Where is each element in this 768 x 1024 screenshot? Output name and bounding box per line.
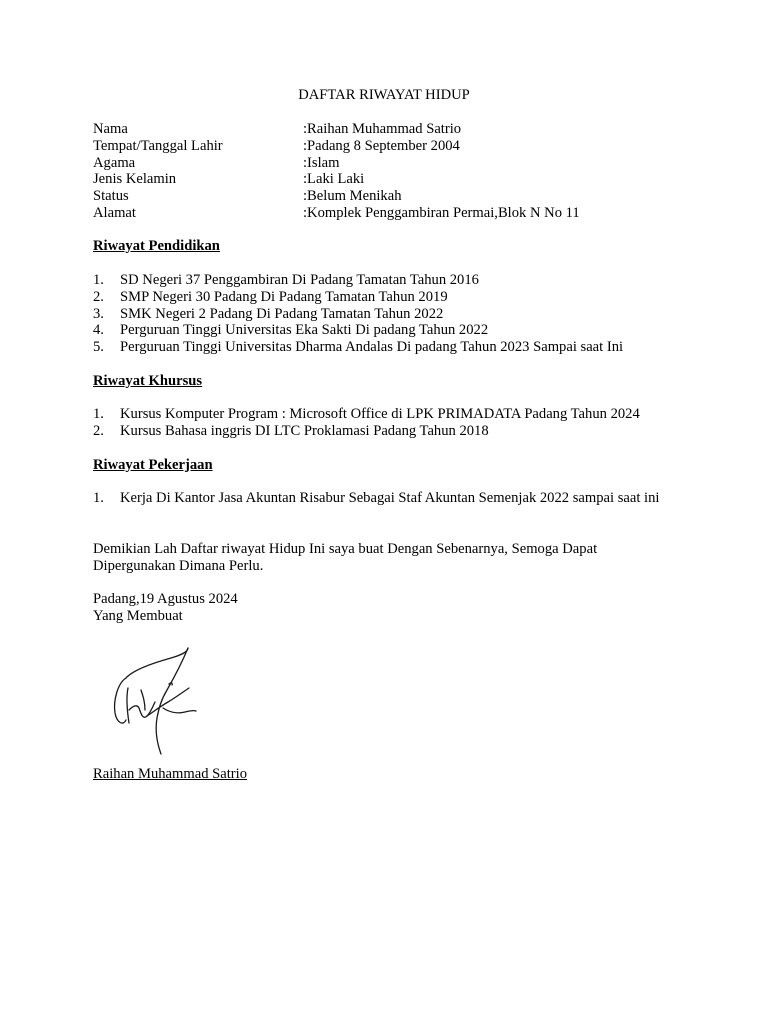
list-number: 5. (93, 339, 104, 356)
list-item (93, 289, 683, 306)
section-heading-pekerjaan: Riwayat Pekerjaan (93, 457, 213, 473)
info-row-alamat (93, 205, 580, 222)
list-item (93, 490, 683, 507)
info-label: Alamat (93, 204, 136, 221)
info-label: Tempat/Tanggal Lahir (93, 137, 223, 154)
list-number: 4. (93, 322, 104, 339)
list-item (93, 272, 683, 289)
list-text: Kursus Bahasa inggris DI LTC Proklamasi Padang Tahun 2018 (120, 422, 489, 439)
section-heading-pendidikan: Riwayat Pendidikan (93, 238, 220, 254)
list-number: 1. (93, 272, 104, 288)
document-title: DAFTAR RIWAYAT HIDUP (298, 87, 470, 103)
info-row-agama (93, 155, 580, 172)
list-text: Perguruan Tinggi Universitas Eka Sakti Di padang Tahun 2022 (120, 322, 489, 339)
info-row-status (93, 188, 580, 205)
list-item (93, 423, 683, 440)
list-item (93, 306, 683, 323)
list-number: 1. (93, 490, 104, 506)
handwritten-signature (93, 628, 233, 758)
place-date: Padang,19 Agustus 2024 (93, 591, 238, 607)
list-text: Perguruan Tinggi Universitas Dharma Andalas Di padang Tahun 2023 Sampai saat Ini (120, 339, 624, 356)
pekerjaan-list (93, 490, 683, 507)
khursus-list (93, 406, 683, 440)
info-label: Status (93, 188, 129, 205)
section-heading-khursus: Riwayat Khursus (93, 373, 203, 389)
list-text: SMP Negeri 30 Padang Di Padang Tamatan Tahun 2019 (120, 288, 448, 305)
info-label: Agama (93, 154, 136, 171)
info-label: Jenis Kelamin (93, 171, 177, 188)
info-value: :Raihan Muhammad Satrio (303, 121, 462, 137)
info-label: Nama (93, 121, 128, 137)
info-value: :Komplek Penggambiran Permai,Blok N No 11 (303, 204, 580, 221)
list-number: 3. (93, 305, 104, 322)
maker-label: Yang Membuat (93, 608, 183, 624)
list-number: 1. (93, 406, 104, 422)
info-row-jenis-kelamin (93, 171, 580, 188)
closing-statement: Demikian Lah Daftar riwayat Hidup Ini saya buat Dengan Sebenarnya, Semoga Dapat Dipergunakan Dimana Perlu. (93, 541, 598, 574)
list-item (93, 339, 683, 356)
list-text: SMK Negeri 2 Padang Di Padang Tamatan Tahun 2022 (120, 305, 444, 322)
info-value: :Islam (303, 154, 340, 171)
signer-name: Raihan Muhammad Satrio (93, 766, 248, 782)
list-number: 2. (93, 422, 104, 439)
list-text: Kursus Komputer Program : Microsoft Office di LPK PRIMADATA Padang Tahun 2024 (120, 406, 640, 422)
pendidikan-list (93, 272, 683, 356)
personal-info-table (93, 121, 580, 222)
info-value: :Belum Menikah (303, 188, 402, 205)
info-value: :Padang 8 September 2004 (303, 137, 460, 154)
list-text: Kerja Di Kantor Jasa Akuntan Risabur Sebagai Staf Akuntan Semenjak 2022 sampai saat ini (120, 490, 660, 506)
info-value: :Laki Laki (303, 171, 365, 188)
list-item (93, 322, 683, 339)
info-row-nama (93, 121, 580, 138)
list-number: 2. (93, 288, 104, 305)
list-text: SD Negeri 37 Penggambiran Di Padang Tamatan Tahun 2016 (120, 272, 479, 288)
list-item (93, 406, 683, 423)
info-row-tempat-tanggal-lahir (93, 138, 580, 155)
